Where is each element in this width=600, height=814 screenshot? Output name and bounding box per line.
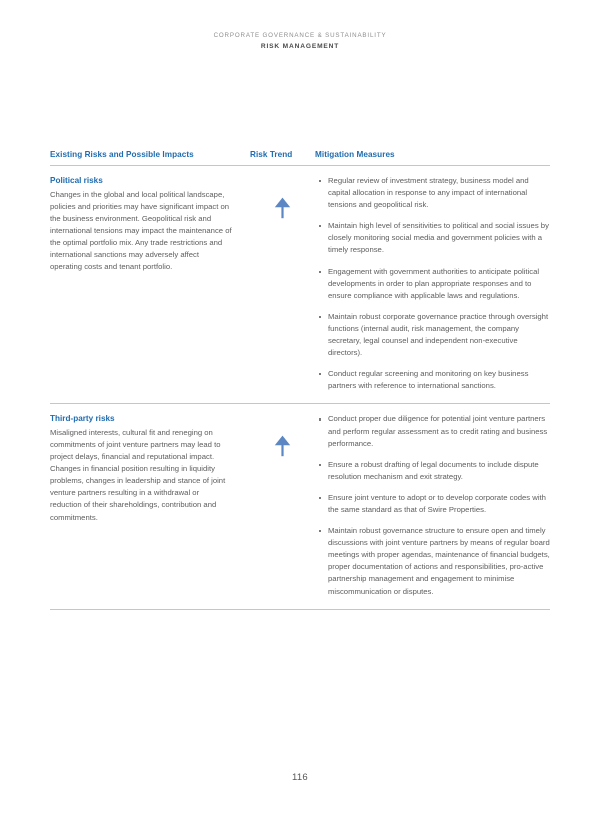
- risk-title: Third-party risks: [50, 414, 115, 424]
- list-item: Ensure a robust drafting of legal documents to include dispute resolution mechanism and exit strategy.: [315, 459, 550, 483]
- arrow-up-icon: [274, 435, 291, 457]
- header-eyebrow: CORPORATE GOVERNANCE & SUSTAINABILITY: [213, 32, 387, 39]
- list-item: Maintain robust governance structure to ensure open and timely discussions with joint venture partners by means of regular board meetings with proper agendas, maintenance of financial budgets, proper documentation of actions and responsibilities, pro-active partnership management and engagement to minimise miscommunication or disputes.: [315, 525, 550, 598]
- risk-trend-cell: [250, 413, 315, 457]
- risk-body: Changes in the global and local political landscape, policies and priorities may have significant impact on the business environment. Geopolitical risk and international tensions may impact the maintenance of the optimal portfolio mix. Any trade restrictions and international sanctions may adversely affect operating costs and tenant portfolio.: [50, 189, 232, 272]
- header-title: RISK MANAGEMENT: [260, 43, 340, 50]
- mitigation-list: [315, 175, 550, 392]
- column-header-risk-trend: Risk Trend: [250, 150, 293, 159]
- list-item: Conduct proper due diligence for potential joint venture partners and perform regular assessment as to credit rating and business performance.: [315, 413, 550, 449]
- list-item: Maintain robust corporate governance practice through oversight functions (internal audit, risk management, the company secretary, legal counsel and independent non-executive directors).: [315, 311, 550, 359]
- list-item: Conduct regular screening and monitoring on key business partners with reference to international sanctions.: [315, 368, 550, 392]
- running-header: [0, 30, 600, 52]
- column-header-mitigation-measures: Mitigation Measures: [315, 150, 395, 159]
- list-item: Maintain high level of sensitivities to political and social issues by closely monitoring social media and government policies with a timely response.: [315, 220, 550, 256]
- table-row: [50, 404, 550, 609]
- risk-body: Misaligned interests, cultural fit and reneging on commitments of joint venture partners may lead to project delays, financial and reputational impact. Changes in financial position resulting in liquidity problems, changes in leadership and stance of joint venture partners resulting in a withdrawal or reduction of their shareholdings, contribution and commitments.: [50, 427, 226, 522]
- risk-description-cell: [50, 175, 250, 273]
- table-header-row: [50, 150, 550, 166]
- risk-trend-cell: [250, 175, 315, 219]
- arrow-up-icon: [274, 197, 291, 219]
- column-header-existing-risks: Existing Risks and Possible Impacts: [50, 150, 194, 159]
- mitigation-list: [315, 413, 550, 597]
- risk-management-table: [50, 150, 550, 610]
- list-item: Regular review of investment strategy, business model and capital allocation in response to any impact of international tensions and geopolitical risk.: [315, 175, 550, 211]
- mitigation-measures-cell: [315, 413, 550, 597]
- list-item: Ensure joint venture to adopt or to develop corporate codes with the same standard as that of Swire Properties.: [315, 492, 550, 516]
- table-row: [50, 166, 550, 404]
- risk-title: Political risks: [50, 176, 103, 185]
- page-number: 116: [291, 772, 309, 783]
- list-item: Engagement with government authorities to anticipate political developments in order to plan appropriate responses and to ensure compliance with applicable laws and regulations.: [315, 266, 550, 302]
- risk-description-cell: [50, 413, 250, 523]
- mitigation-measures-cell: [315, 175, 550, 392]
